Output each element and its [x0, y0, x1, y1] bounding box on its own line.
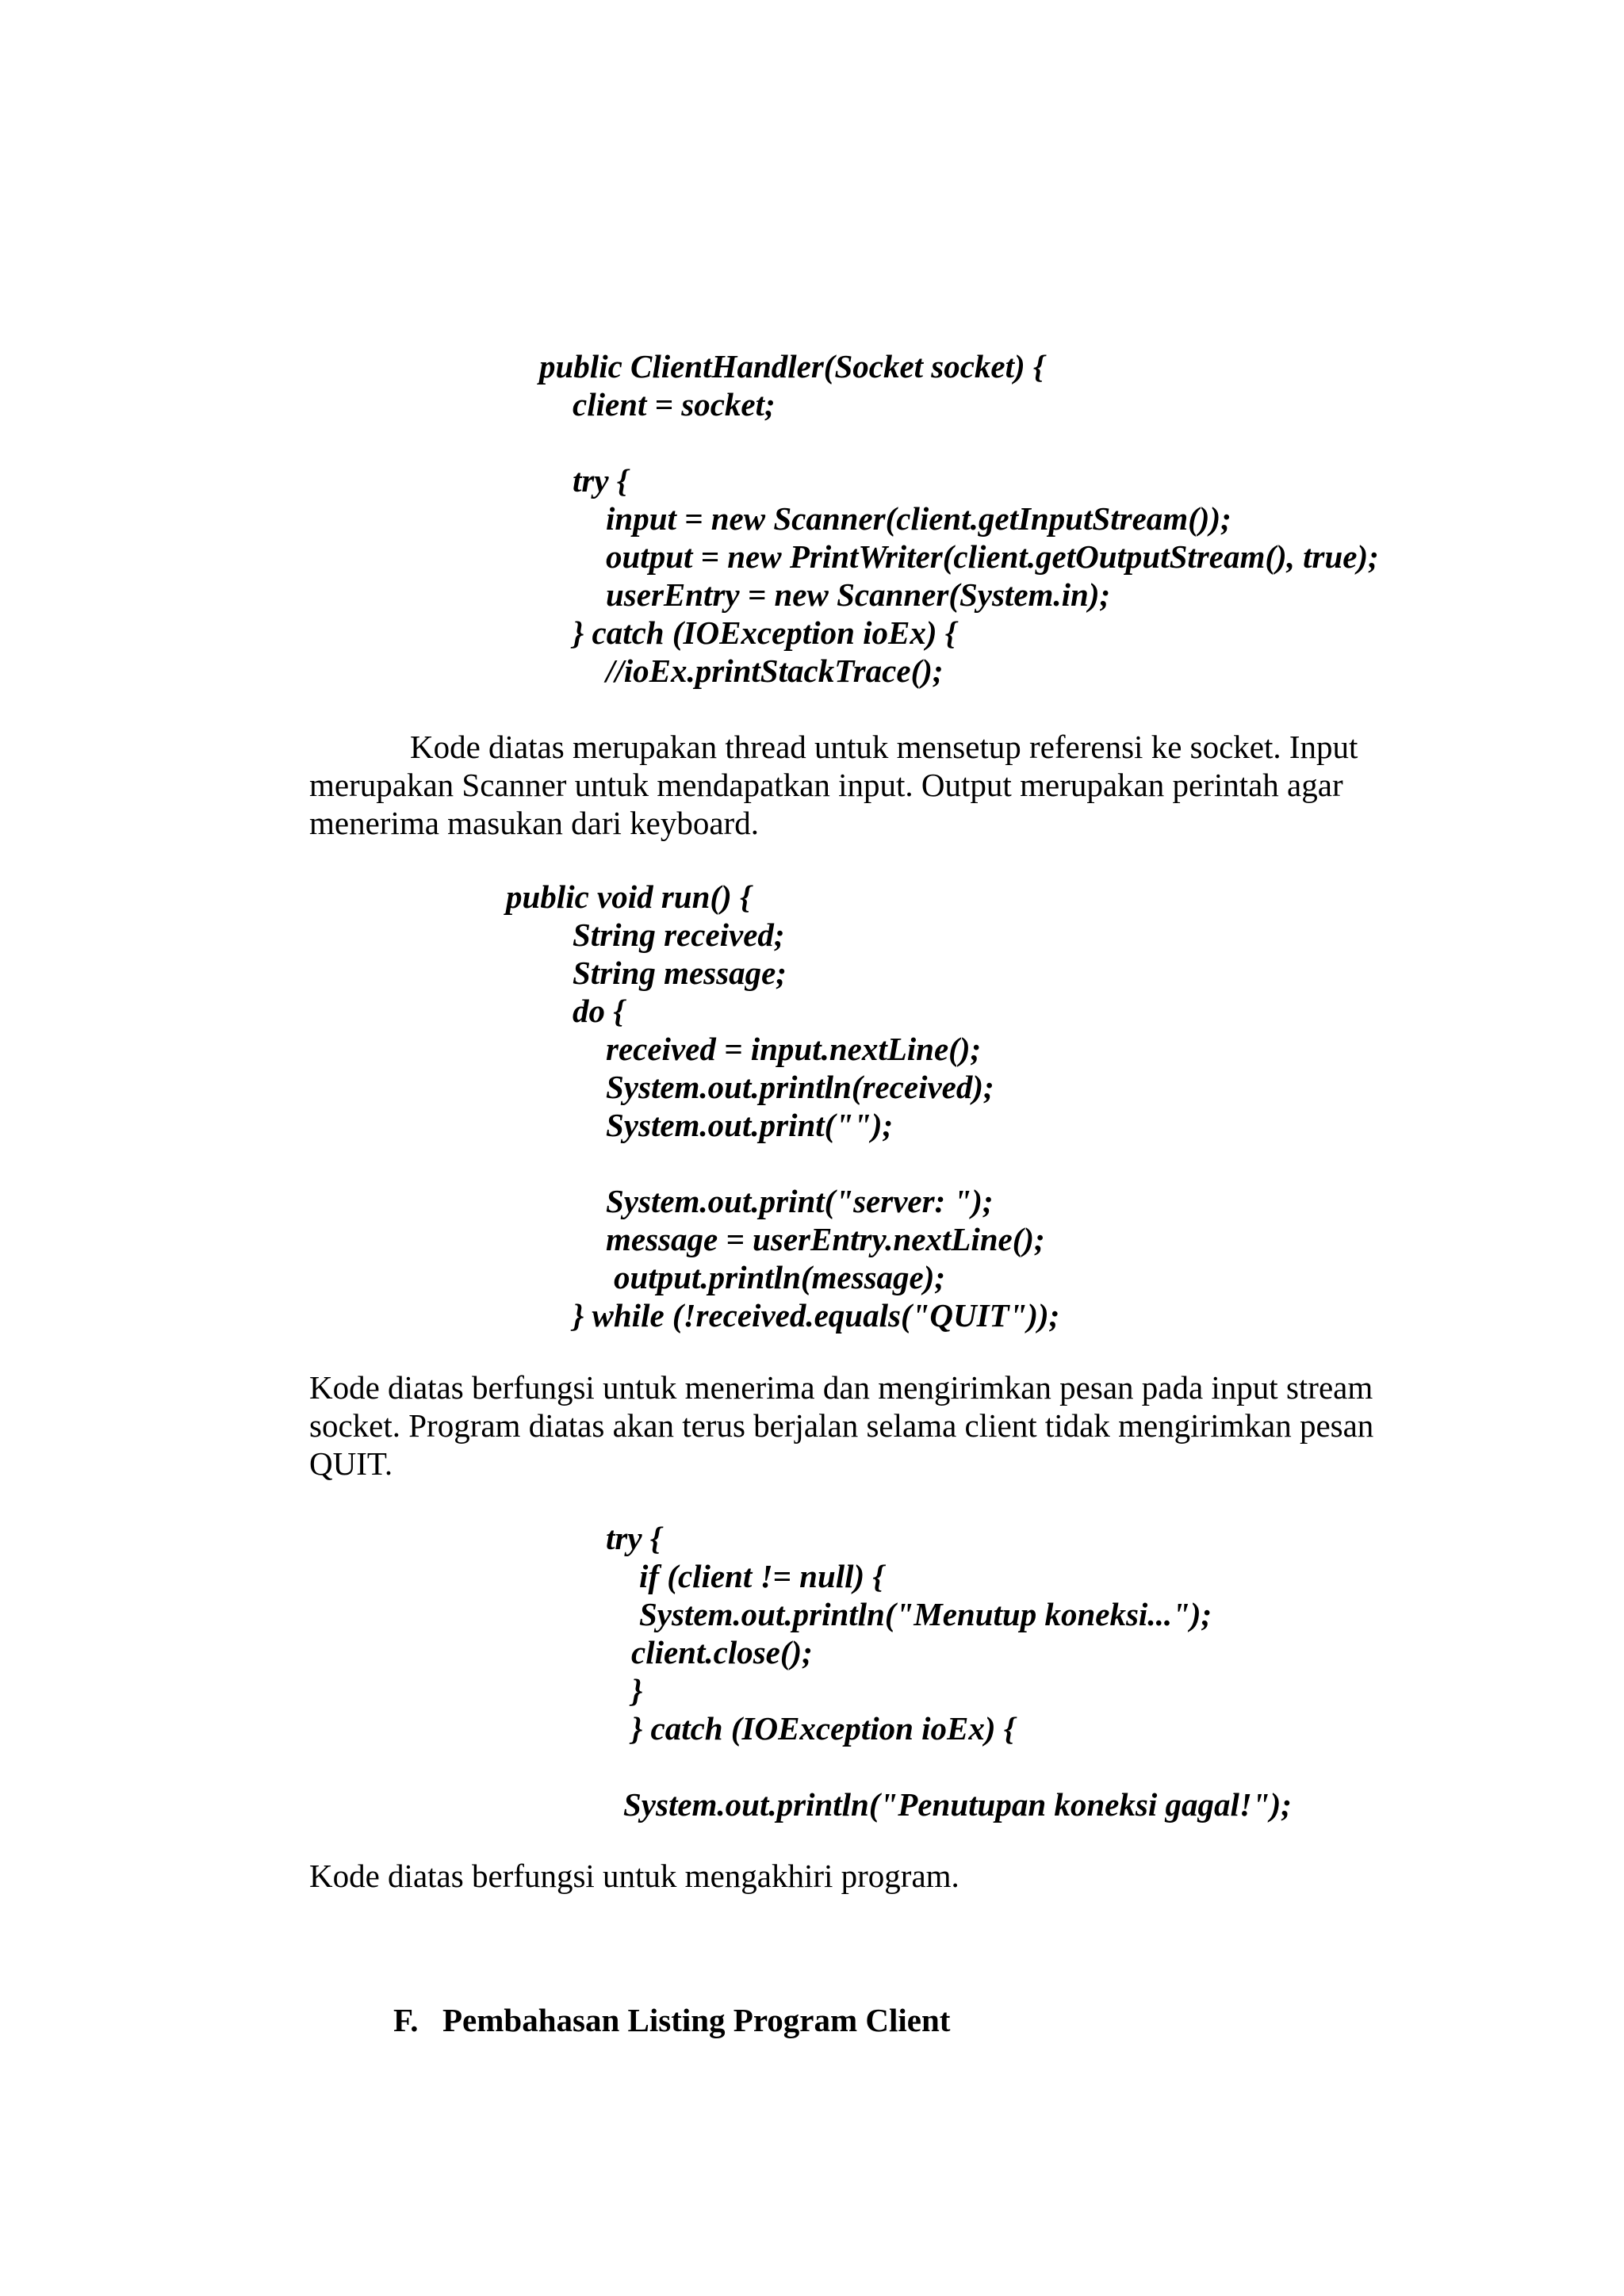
code-line: String message;	[573, 955, 787, 991]
code-line: } catch (IOException ioEx) {	[573, 614, 957, 651]
code-line: output.println(message);	[614, 1259, 946, 1295]
code-line: String received;	[573, 916, 785, 953]
code-line: client.close();	[631, 1634, 813, 1670]
code-line: client = socket;	[573, 386, 776, 423]
code-line: //ioEx.printStackTrace();	[606, 652, 944, 689]
code-line: System.out.print("");	[606, 1107, 894, 1143]
code-line: userEntry = new Scanner(System.in);	[606, 576, 1111, 613]
section-heading	[361, 1963, 950, 2077]
paragraph-message-loop	[309, 1368, 1388, 1483]
code-line: System.out.println("Menutup koneksi...");	[639, 1596, 1212, 1632]
code-line: public ClientHandler(Socket socket) {	[539, 348, 1045, 385]
paragraph-line: Kode diatas berfungsi untuk mengakhiri program.	[309, 1858, 959, 1894]
code-line: message = userEntry.nextLine();	[606, 1221, 1045, 1257]
section-title: Pembahasan Listing Program Client	[442, 2002, 951, 2038]
code-line: } while (!received.equals("QUIT"));	[573, 1297, 1060, 1334]
code-line: output = new PrintWriter(client.getOutputStream(), true);	[606, 538, 1379, 575]
paragraph-line: menerima masukan dari keyboard.	[309, 805, 759, 841]
paragraph-close-program	[309, 1857, 1388, 1895]
paragraph-line: merupakan Scanner untuk mendapatkan input. Output merupakan perintah agar	[309, 767, 1343, 803]
section-number: F.	[393, 2002, 419, 2038]
code-line: public void run() {	[506, 878, 752, 915]
code-line: System.out.println("Penutupan koneksi gagal!");	[623, 1786, 1292, 1823]
code-line: try {	[573, 462, 629, 499]
code-line: System.out.println(received);	[606, 1069, 994, 1105]
paragraph-line: socket. Program diatas akan terus berjalan selama client tidak mengirimkan pesan	[309, 1407, 1374, 1444]
paragraph-thread-setup	[309, 728, 1388, 842]
paragraph-line: QUIT.	[309, 1445, 393, 1482]
code-line: try {	[606, 1520, 662, 1556]
paragraph-line: Kode diatas berfungsi untuk menerima dan mengirimkan pesan pada input stream	[309, 1369, 1373, 1406]
code-line: received = input.nextLine();	[606, 1031, 982, 1067]
paragraph-line: Kode diatas merupakan thread untuk mensetup referensi ke socket. Input	[410, 729, 1358, 765]
code-line: System.out.print("server: ");	[606, 1183, 994, 1219]
code-line: if (client != null) {	[639, 1558, 884, 1594]
code-line: } catch (IOException ioEx) {	[631, 1710, 1016, 1747]
code-line: input = new Scanner(client.getInputStream());	[606, 500, 1231, 537]
code-line: }	[631, 1672, 643, 1709]
code-line: do {	[573, 993, 625, 1029]
